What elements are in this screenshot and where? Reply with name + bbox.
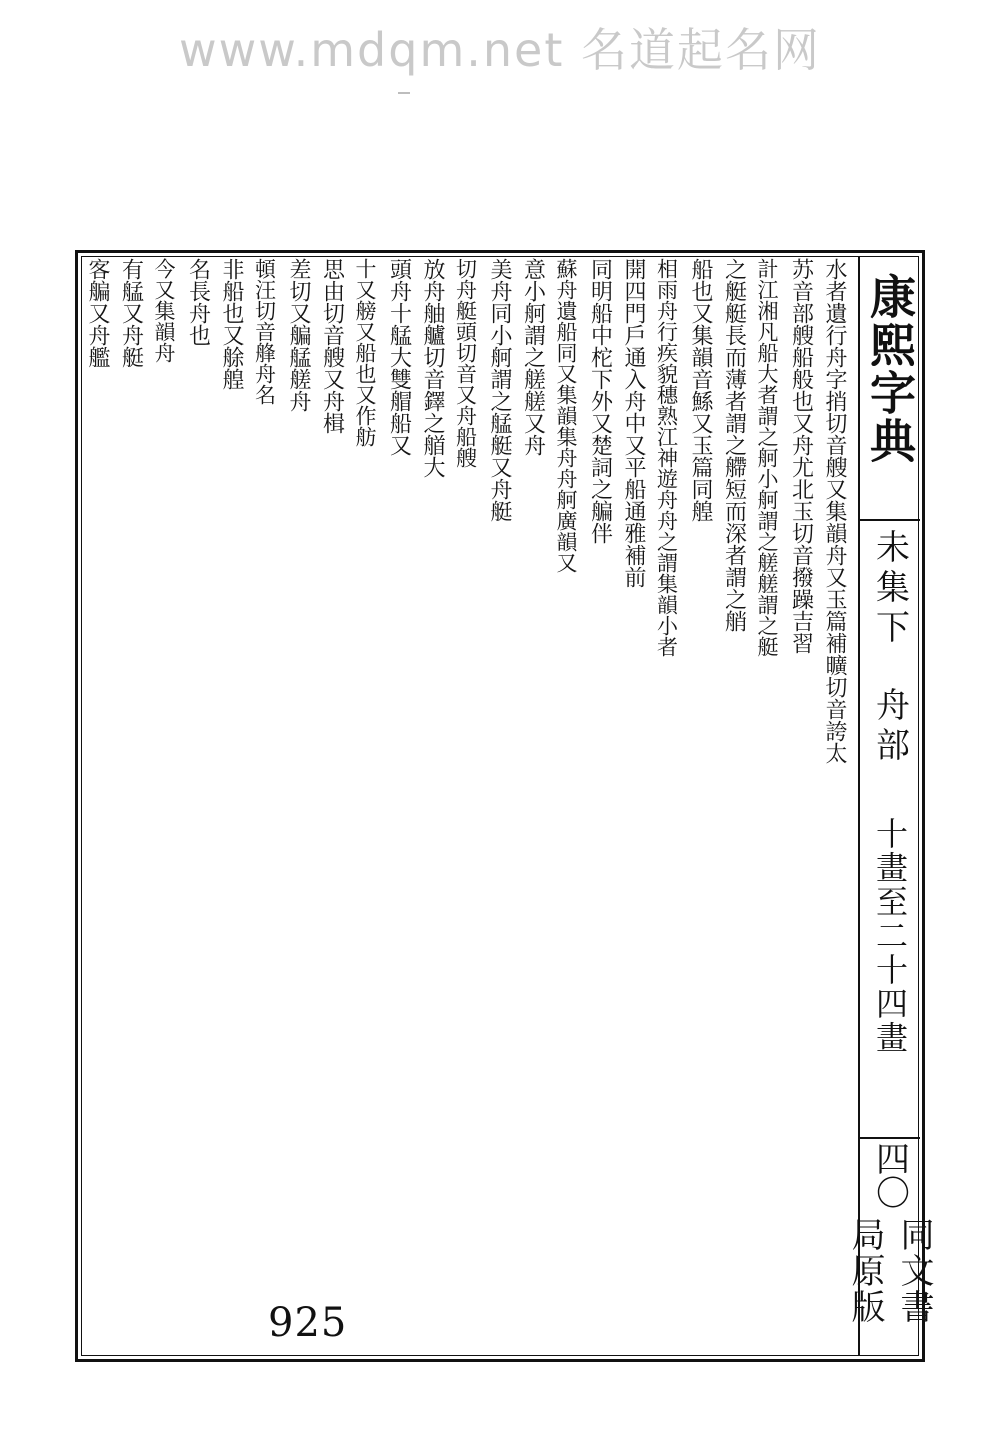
stroke-range-label: 十畫至二十四畫	[871, 817, 909, 1055]
dictionary-body	[84, 258, 856, 1352]
text-column: 有艋又舟艇	[119, 258, 144, 368]
text-column: 差切又艑艋艖舟	[286, 258, 311, 412]
text-column: 美舟同小舸謂之艋艇又舟艇	[487, 258, 512, 522]
text-column: 頭舟十艋大雙艒船又	[387, 258, 412, 456]
header-rule-lower	[860, 1137, 920, 1139]
text-column: 船也又集韻音鯀又玉篇同艎	[688, 258, 713, 522]
text-column: 切舟艇頭切音又舟船艘	[454, 258, 478, 468]
header-rule	[860, 519, 920, 521]
publisher-label: 同文書局原版	[845, 1217, 934, 1325]
text-column: 苏音部艘船般也又舟尤北玉切音撥躁吉習	[789, 258, 814, 654]
radical-label: 舟部	[869, 687, 910, 767]
text-column: 同明船中柁下外又楚詞之艑伴	[588, 258, 613, 544]
text-column: 客艑又舟艦	[85, 258, 110, 368]
text-column: 今又集韻舟	[152, 258, 176, 363]
book-title: 康熙字典	[863, 273, 917, 465]
text-column: 思由切音艘又舟楫	[320, 258, 345, 434]
text-column: 水者遺行舟字捎切音艘又集韻舟又玉篇補曠切音誇太	[822, 258, 847, 764]
folio-label: 四〇	[869, 1141, 910, 1209]
watermark-dash	[398, 92, 410, 94]
text-column: 之艇艇長而薄者謂之艜短而深者謂之艄	[722, 258, 747, 632]
text-column: 蘇舟遺船同又集韻集舟舟舸廣韻又	[554, 258, 578, 573]
text-column: 非船也又艅艎	[219, 258, 244, 390]
text-column: 名長舟也	[186, 258, 211, 346]
page-number: 925	[268, 1300, 348, 1346]
watermark-text: www.mdqm.net 名道起名网	[178, 23, 822, 77]
running-header	[845, 257, 934, 1355]
text-column: 頓汪切音艂舟名	[253, 258, 277, 405]
text-column: 意小舸謂之艖艖又舟	[521, 258, 546, 456]
text-column: 放舟舳艫切音鐸之艏大	[420, 258, 445, 478]
text-column: 相雨舟行疾貌穗熟江神遊舟舟之謂集韻小者	[655, 258, 679, 657]
text-column: 十又艕又船也又作舫	[353, 258, 377, 447]
text-column: 計江湘凡船大者謂之舸小舸謂之艖艖謂之艇	[755, 258, 779, 657]
section-label: 未集下	[869, 529, 910, 649]
text-column: 開四門戶通入舟中又平船通雅補前	[621, 258, 646, 588]
